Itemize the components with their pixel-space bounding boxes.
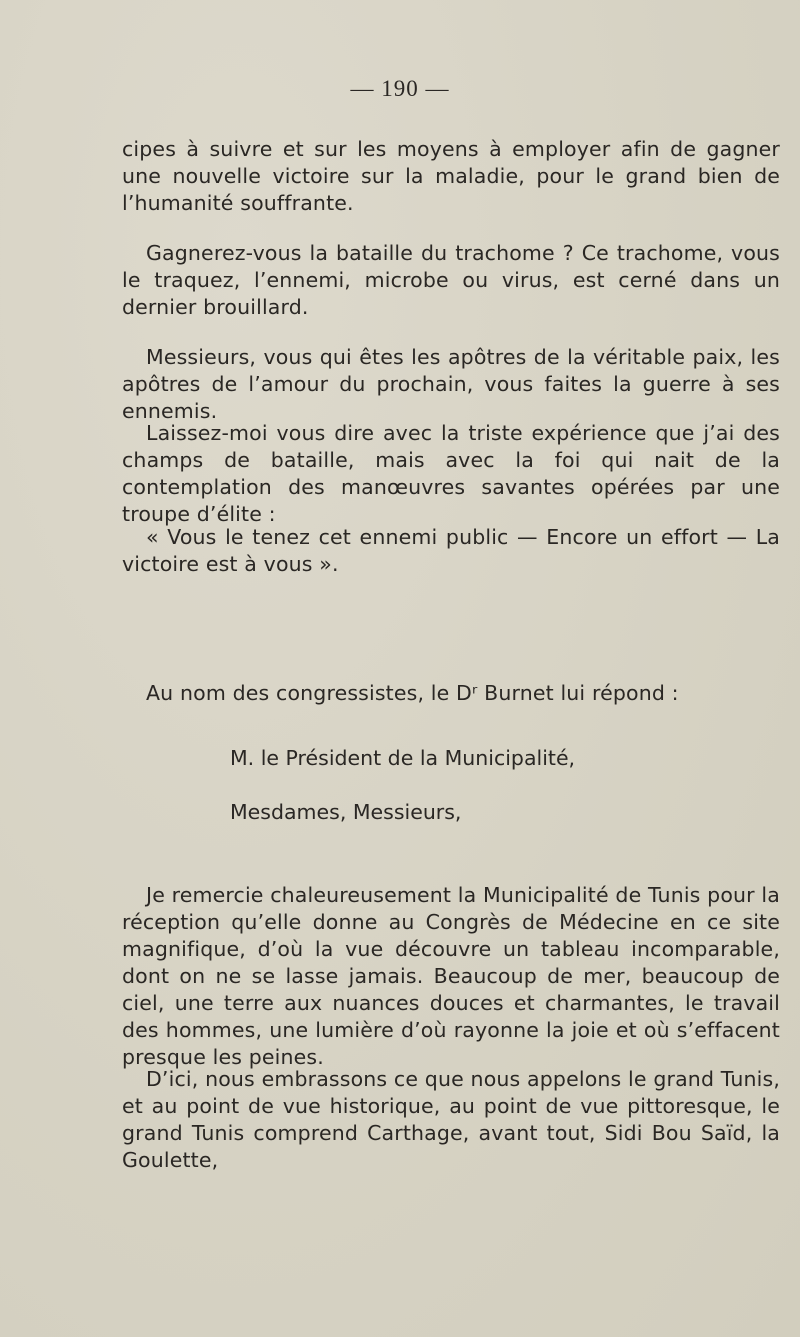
paragraph-text: Gagnerez-vous la bataille du trachome ? Ce trachome, vous le traquez, l’ennemi, microbe ou virus, est cerné dans un dernier brouillard. (122, 241, 780, 319)
paragraph-continuation (122, 136, 780, 217)
paragraph-text: cipes à suivre et sur les moyens à employer afin de gagner une nouvelle victoire sur la maladie, pour le grand bien de l’humanité souffrante. (122, 137, 780, 215)
paragraph-text: Au nom des congressistes, le Dʳ Burnet lui répond : (146, 681, 679, 705)
paragraph-grand-tunis (122, 1066, 780, 1174)
salutation-president: M. le Président de la Municipalité, (230, 746, 576, 770)
page-number: — 190 — (350, 76, 450, 101)
paragraph-messieurs (122, 344, 780, 425)
paragraph-reply-intro (122, 680, 780, 707)
paragraph-remerciement (122, 882, 780, 1071)
quote-text: « Vous le tenez cet ennemi public — Encore un effort — La victoire est à vous ». (122, 525, 780, 576)
paragraph-text: Laissez-moi vous dire avec la triste expérience que j’ai des champs de bataille, mais avec la foi qui nait de la contemplation des manœuvres savantes opérées par une troupe d’élite : (122, 421, 780, 526)
paragraph-text: Messieurs, vous qui êtes les apôtres de la véritable paix, les apôtres de l’amour du prochain, vous faites la guerre à ses ennemis. (122, 345, 780, 423)
paragraph-trachome (122, 240, 780, 321)
paragraph-text: Je remercie chaleureusement la Municipalité de Tunis pour la réception qu’elle donne au Congrès de Médecine en ce site magnifique, d’où la vue découvre un tableau incomparable, dont on ne se lasse jamais. Beaucoup de mer, beaucoup de ciel, une terre aux nuances douces et charmantes, le travail des hommes, une lumière d’où rayonne la joie et où s’effacent presque les peines. (122, 883, 780, 1069)
paragraph-laissez-moi (122, 420, 780, 528)
paragraph-quote (122, 524, 780, 578)
paragraph-text: D’ici, nous embrassons ce que nous appelons le grand Tunis, et au point de vue historique, au point de vue pittoresque, le grand Tunis comprend Carthage, avant tout, Sidi Bou Saïd, la Goulette, (122, 1067, 780, 1172)
salutation-audience: Mesdames, Messieurs, (230, 800, 462, 824)
